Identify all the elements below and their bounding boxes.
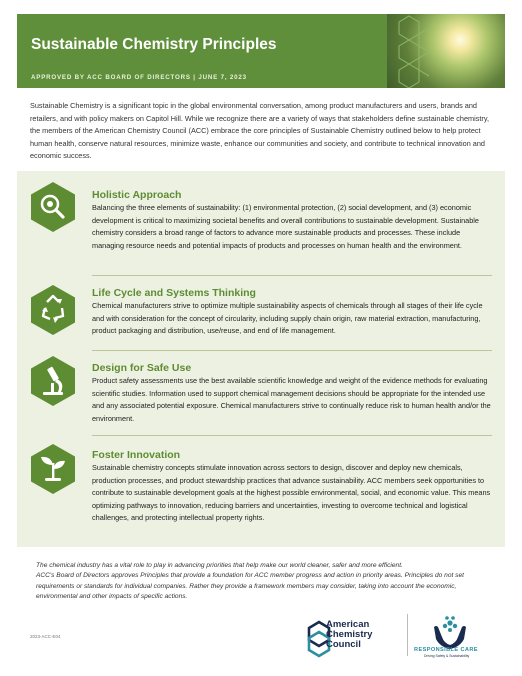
principle-body: Product safety assessments use the best available scientific knowledge and weight of the evidence methods for evaluating scientific studies. Information used to support chemical management decisions should be appropriate for the intended use and any associated potential exposure. Chemical manufacturers strive to continually reduce risk to human health and/or the environment. [92,376,491,423]
footnote-line-1: The chemical industry has a vital role to play in advancing priorities that help make our world cleaner, safer and more efficient. [36,562,403,569]
responsible-care-hands-icon [430,613,470,649]
principle-body: Chemical manufacturers strive to optimize multiple sustainability aspects of chemicals through all stages of their life cycle and with consideration for the concept of circularity, including supply chain origin, raw material extraction, manufacturing, product packaging and distribution, use/reuse, and end of life management. [92,301,483,336]
approval-subtitle: APPROVED BY ACC BOARD OF DIRECTORS | JUNE 7, 2023 [31,74,247,81]
principle-holistic-approach [17,181,505,275]
divider [92,350,492,351]
principle-title: Life Cycle and Systems Thinking [92,287,256,299]
acc-line-1: American [326,619,370,630]
header-banner [17,14,505,88]
responsible-care-tagline: Driving Safety & Sustainability [424,654,470,658]
footnote-line-2: ACC's Board of Directors approves Principles that provide a foundation for ACC member progress and action in priority areas. Principles do not set requirements or standards for individual companies. Rather they provide a framework members may consider, taking into account the economic, environmental and other impacts of specific actions. [36,572,464,600]
principle-foster-innovation [17,441,505,541]
acc-wordmark [326,620,372,651]
principle-title: Design for Safe Use [92,362,192,374]
principle-body: Balancing the three elements of sustainability: (1) environmental protection, (2) social development, and (3) economic development is critical to maximizing societal benefits and overall contributions to sustainable development. Sustainable chemistry considers a broad range of factors to advance more sustainable products and processes. These include managing resource needs and potential impacts of products and processes on human health and the environment. [92,203,479,250]
divider [92,435,492,436]
microscope-icon [27,355,79,407]
footnote [36,561,496,602]
principle-design-safe-use [17,355,505,435]
acc-line-2: Chemistry [326,629,373,641]
divider [92,275,492,276]
principle-body: Sustainable chemistry concepts stimulate innovation across sectors to design, discover and deploy new chemicals, production processes, and product stewardship practices that advance sustainability. ACC members seek opportunities to contribute to sustainable development goals at the highest possible environmental, social, and economic value. This means optimizing pathways to innovation, reducing barriers and uncertainties, investing to overcome technical and logistical challenges, and protecting intellectual property rights. [92,463,491,523]
page-title: Sustainable Chemistry Principles [31,36,277,53]
sprout-icon [27,443,79,495]
hexagon-pattern [389,14,429,88]
magnifier-icon [27,181,79,233]
logo-divider [407,614,408,656]
document-code: 2023-ACC-E04 [30,634,61,639]
acc-line-3: Council [326,639,361,651]
principle-title: Foster Innovation [92,449,181,461]
recycle-icon [27,284,79,336]
principle-title: Holistic Approach [92,189,182,201]
principle-life-cycle [17,280,505,350]
responsible-care-wordmark: RESPONSIBLE CARE [414,647,478,653]
intro-paragraph: Sustainable Chemistry is a significant topic in the global environmental conversation, among product manufacturers and users, brands and retailers, and with policy makers on Capitol Hill. While we recognize there are a variety of ways that stakeholders define sustainable chemistry, the members of the American Chemistry Council (ACC) embrace the core principles of Sustainable Chemistry outlined below to help protect human health, conserve natural resources, minimize waste, enhance our communities and society, and contribute to technical innovation and economic success. [30,101,489,161]
principles-panel [17,171,505,547]
